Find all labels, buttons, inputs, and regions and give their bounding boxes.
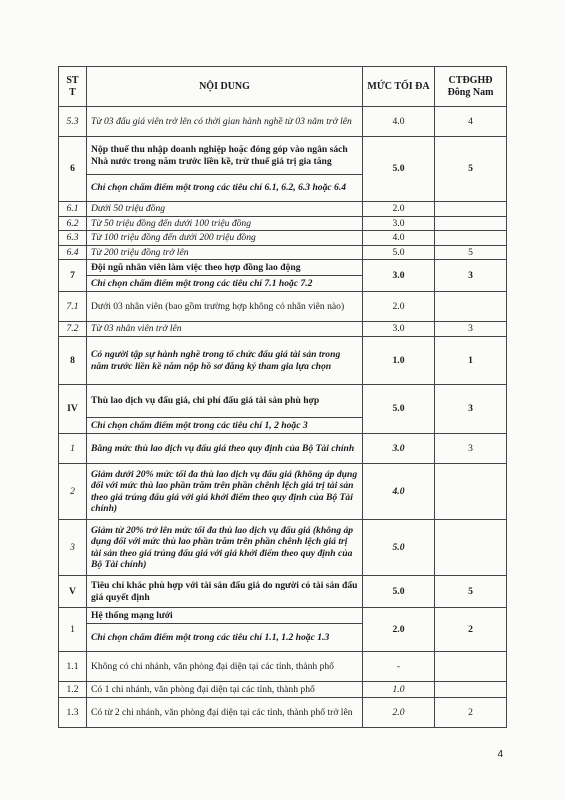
table-row: [59, 608, 507, 624]
row-stt: 6.1: [59, 202, 87, 217]
row-content: Dưới 50 triệu đồng: [87, 202, 363, 217]
row-stt: 1.3: [59, 698, 87, 728]
row-content: Từ 200 triệu đồng trở lên: [87, 245, 363, 260]
row-max: 2.0: [363, 202, 435, 217]
row-score: 3: [435, 385, 507, 434]
row-score: 2: [435, 698, 507, 728]
row-content: Tiêu chí khác phù hợp với tài sản đấu giá do người có tài sản đấu giá quyết định: [87, 576, 363, 608]
criteria-table: [58, 66, 507, 728]
table-row: [59, 107, 507, 137]
row-stt: 3: [59, 520, 87, 576]
row-content: Từ 03 đấu giá viên trở lên có thời gian hành nghề từ 03 năm trở lên: [87, 107, 363, 137]
row-content: Hệ thống mạng lưới: [87, 608, 363, 624]
row-score: 5: [435, 137, 507, 202]
row-stt: 8: [59, 337, 87, 385]
table-row: [59, 682, 507, 698]
row-note: Chỉ chọn chấm điểm một trong các tiêu chí 1.1, 1.2 hoặc 1.3: [87, 624, 363, 652]
row-score: [435, 652, 507, 682]
row-score: [435, 464, 507, 520]
header-content: NỘI DUNG: [87, 67, 363, 107]
table-row: [59, 216, 507, 231]
table-row: [59, 202, 507, 217]
row-content: Có 1 chi nhánh, văn phòng đại diện tại các tỉnh, thành phố: [87, 682, 363, 698]
table-row: [59, 231, 507, 246]
row-score: [435, 520, 507, 576]
row-max: 3.0: [363, 322, 435, 337]
table-row: [59, 337, 507, 385]
table-row: [59, 260, 507, 276]
row-stt: 1.1: [59, 652, 87, 682]
header-max: MỨC TỐI ĐA: [363, 67, 435, 107]
row-max: 5.0: [363, 576, 435, 608]
table-row: [59, 322, 507, 337]
row-max: 2.0: [363, 698, 435, 728]
row-note: Chỉ chọn chấm điểm một trong các tiêu chí 1, 2 hoặc 3: [87, 418, 363, 434]
row-max: 1.0: [363, 682, 435, 698]
table-row: [59, 698, 507, 728]
row-stt: 1: [59, 434, 87, 464]
row-max: 2.0: [363, 292, 435, 322]
row-max: 5.0: [363, 520, 435, 576]
row-max: 4.0: [363, 107, 435, 137]
table-row: [59, 292, 507, 322]
row-score: [435, 682, 507, 698]
row-stt: 6.3: [59, 231, 87, 246]
row-stt: 5.3: [59, 107, 87, 137]
row-score: 5: [435, 245, 507, 260]
row-stt: 6.2: [59, 216, 87, 231]
row-max: 5.0: [363, 385, 435, 434]
header-score: CTĐGHĐ Đông Nam: [435, 67, 507, 107]
row-content: Từ 03 nhân viên trở lên: [87, 322, 363, 337]
row-content: Dưới 03 nhân viên (bao gồm trường hợp không có nhân viên nào): [87, 292, 363, 322]
row-score: 1: [435, 337, 507, 385]
row-note: Chỉ chọn chấm điểm một trong các tiêu chí 7.1 hoặc 7.2: [87, 276, 363, 292]
row-stt: 1: [59, 608, 87, 652]
row-score: 2: [435, 608, 507, 652]
row-stt: 2: [59, 464, 87, 520]
row-score: 3: [435, 260, 507, 292]
row-max: -: [363, 652, 435, 682]
row-content: Bằng mức thù lao dịch vụ đấu giá theo quy định của Bộ Tài chính: [87, 434, 363, 464]
row-stt: 7.1: [59, 292, 87, 322]
row-score: 5: [435, 576, 507, 608]
row-note: Chỉ chọn chấm điểm một trong các tiêu chí 6.1, 6.2, 6.3 hoặc 6.4: [87, 175, 363, 202]
row-score: 3: [435, 434, 507, 464]
row-content: Có người tập sự hành nghề trong tổ chức đấu giá tài sản trong năm trước liền kề năm nộp hồ sơ đăng ký tham gia lựa chọn: [87, 337, 363, 385]
row-stt: IV: [59, 385, 87, 434]
row-score: [435, 202, 507, 217]
row-stt: 7: [59, 260, 87, 292]
row-stt: 6.4: [59, 245, 87, 260]
row-content: Không có chi nhánh, văn phòng đại diện tại các tỉnh, thành phố: [87, 652, 363, 682]
row-content: Từ 50 triệu đồng đến dưới 100 triệu đồng: [87, 216, 363, 231]
row-content: Giảm từ 20% trở lên mức tối đa thù lao dịch vụ đấu giá (không áp dụng đối với mức thù lao phần trăm trên phần chênh lệch giá trị tài sản theo giá trúng đấu giá với giá khởi điểm theo quy định của Bộ Tài chính): [87, 520, 363, 576]
page-number: 4: [497, 749, 503, 760]
row-score: [435, 216, 507, 231]
header-stt: ST T: [59, 67, 87, 107]
table-row: [59, 576, 507, 608]
row-score: 4: [435, 107, 507, 137]
table-row: [59, 385, 507, 418]
table-row: [59, 245, 507, 260]
table-row: [59, 434, 507, 464]
table-row: [59, 520, 507, 576]
row-stt: V: [59, 576, 87, 608]
row-max: 5.0: [363, 245, 435, 260]
row-max: 3.0: [363, 216, 435, 231]
row-content: Thù lao dịch vụ đấu giá, chi phí đấu giá tài sản phù hợp: [87, 385, 363, 418]
row-max: 2.0: [363, 608, 435, 652]
row-content: Giảm dưới 20% mức tối đa thù lao dịch vụ đấu giá (không áp dụng đối với mức thù lao phần trăm trên phần chênh lệch giá trị tài sản theo giá trúng đấu giá với giá khởi điểm theo quy định của Bộ Tài chính): [87, 464, 363, 520]
table-header-row: [59, 67, 507, 107]
row-stt: 1.2: [59, 682, 87, 698]
row-max: 5.0: [363, 137, 435, 202]
row-score: [435, 231, 507, 246]
row-content: Có từ 2 chi nhánh, văn phòng đại diện tại các tỉnh, thành phố trở lên: [87, 698, 363, 728]
row-stt: 6: [59, 137, 87, 202]
table-row: [59, 137, 507, 175]
table-row: [59, 652, 507, 682]
row-max: 3.0: [363, 434, 435, 464]
row-stt: 7.2: [59, 322, 87, 337]
row-content: Nộp thuế thu nhập doanh nghiệp hoặc đóng góp vào ngân sách Nhà nước trong năm trước liền kề, trừ thuế giá trị gia tăng: [87, 137, 363, 175]
row-content: Đội ngũ nhân viên làm việc theo hợp đồng lao động: [87, 260, 363, 276]
row-score: 3: [435, 322, 507, 337]
row-max: 4.0: [363, 231, 435, 246]
row-max: 4.0: [363, 464, 435, 520]
row-max: 1.0: [363, 337, 435, 385]
row-score: [435, 292, 507, 322]
table-row: [59, 464, 507, 520]
row-max: 3.0: [363, 260, 435, 292]
row-content: Từ 100 triệu đồng đến dưới 200 triệu đồng: [87, 231, 363, 246]
